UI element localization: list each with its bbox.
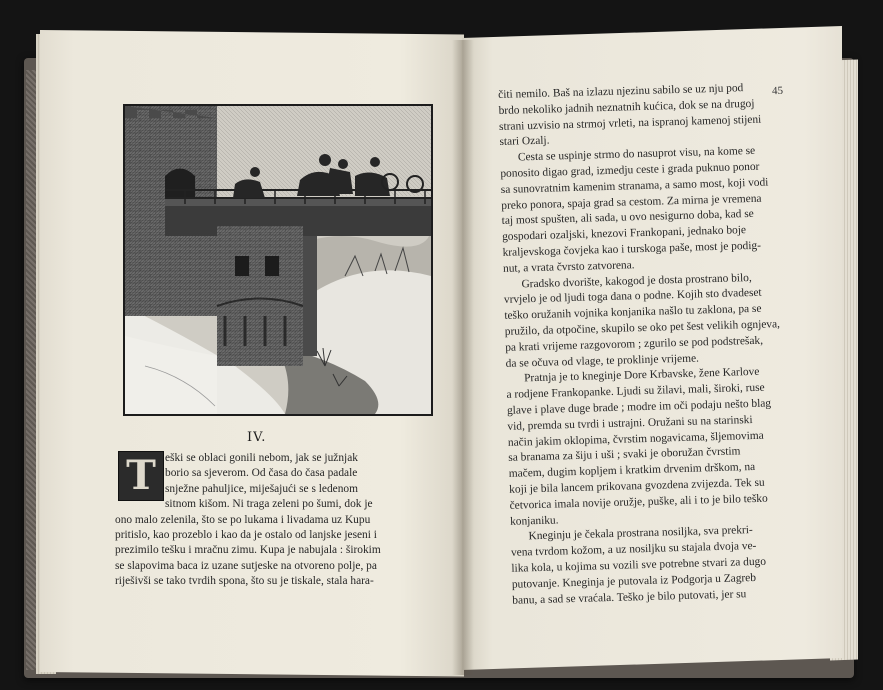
text-line: se slapovima baca iz uzane sutjeske na otvoreno polje, pa — [115, 559, 377, 572]
drop-cap-initial: T — [118, 451, 164, 501]
text-line: lika kola, u kojima su vozili sve potrebne stvari za dugo — [511, 555, 767, 575]
text-line: brdo nekoliko jadnih neznatnih kućica, dok se na drugoj — [498, 97, 755, 117]
text-line: nut, a vrata čvrsto zatvorena. — [502, 259, 635, 275]
text-line: riješivši se tako tvrdih spona, što su je tiskale, stala hara- — [115, 575, 374, 588]
text-line: a rodjene Frankopanke. Ljudi su žilavi, mali, široki, ruse — [506, 381, 765, 402]
text-line: koji je bila lancem prikovana gvozdena zvijezda. Tek su — [509, 476, 765, 496]
right-page-text — [498, 80, 812, 609]
text-line: banu, a sad se vraćala. Teško je bilo putovati, jer su — [512, 587, 747, 607]
text-line: ono malo zelenila, što se po lukama i livadama uz Kupu — [115, 513, 371, 526]
illustration-drawing — [125, 106, 431, 414]
chapter-heading: IV. — [247, 430, 267, 445]
castle-bridge-illustration — [123, 104, 433, 416]
text-line: četvorica imala novije oružje, puške, ali i to je bilo teško — [509, 492, 768, 512]
text-line: pritislo, kao prozeblo i kao da je ostalo od lanjske jeseni i — [115, 528, 377, 541]
text-line: Cesta se uspinje strmo do nasuprot visu, na kome se — [517, 145, 756, 164]
page-number: 45 — [771, 84, 784, 98]
text-line: da se očuva od vlage, te proklinje vrijeme. — [505, 352, 700, 370]
right-page-text-block — [498, 80, 812, 609]
text-line: borio sa sjeverom. Od časa do časa padale — [165, 467, 358, 480]
text-line: ponosito digao grad, izmedju ceste i grada puknuo ponor — [500, 160, 760, 180]
text-line: putovanje. Kneginja je putovala iz Podgorja u Zagreb — [511, 571, 757, 591]
text-line: pa krati vrijeme razgovorom ; zgurilo se pod podstrešak, — [505, 334, 764, 354]
text-line: sitnom kišom. Ni traga zeleni po šumi, dok je — [165, 498, 373, 511]
text-line: način jakim oklopima, čvrstim nogavicama, šljemovima — [507, 429, 764, 449]
text-line: eški se oblaci gonili nebom, jak se južnjak — [165, 452, 358, 464]
text-line: čiti nemilo. Baš na izlazu njezinu sabilo se uz nju pod — [498, 82, 744, 101]
text-line: preko ponora, spaja grad sa cestom. Za mirna je vremena — [501, 192, 762, 212]
text-line: pružilo, da otpočine, skupilo se oko pet šest velikih ognjeva, — [504, 318, 781, 338]
text-line: snježne pahuljice, miješajući se s ledenom — [165, 482, 358, 495]
text-line: mačem, dugim kopljem i kratkim drvenim drškom, na — [508, 461, 756, 480]
text-line: vid, premda su tvrdi i ustrajni. Oružani su na starinski — [507, 413, 753, 433]
text-line: glave i plave duge brade ; modre im oči podaju nešto blag — [506, 397, 772, 417]
text-line: konjaniku. — [509, 513, 559, 528]
text-line: vena tvrdom kožom, a uz nosiljku su stajala dvoja ve- — [510, 540, 757, 559]
text-line: kraljevskoga čovjeka kao i turskoga paše, most je podig- — [502, 239, 762, 259]
text-line: gospodari ozaljski, knezovi Frankopani, jednako boje — [501, 224, 747, 244]
text-line: sa sunovratnim kamenim stranama, a samo most, koji vodi — [500, 176, 769, 196]
book-gutter — [452, 40, 474, 675]
text-line: teško oružanih vojnika konjanika našlo tu zaklona, pa se — [504, 302, 762, 323]
text-line: Gradsko dvorište, kakogod je dosta prostrano bilo, — [521, 271, 752, 290]
text-line: strani uzvisio na strmoj vrleti, na ispranoj kamenoj stijeni — [498, 113, 762, 133]
text-line: vrvjelo je od ljudi toga dana o podne. Kojih sto dvadeset — [503, 287, 762, 307]
text-line: stari Ozalj. — [499, 134, 550, 149]
text-line: sa branama za šiju i uši ; svaki je oboružan čvrstim — [508, 445, 741, 465]
text-line: Pratnja je to kneginje Dore Krbavske, žene Karlove — [523, 366, 760, 385]
text-line: taj most spušten, ali sada, u ovo nesigurno doba, kad se — [501, 208, 754, 228]
text-line: Kneginju je čekala prostrana nosiljka, sva prekri- — [528, 524, 753, 543]
text-line: prezimilo tešku i mračnu zimu. Kupa je nabujala : širokim — [115, 544, 381, 557]
